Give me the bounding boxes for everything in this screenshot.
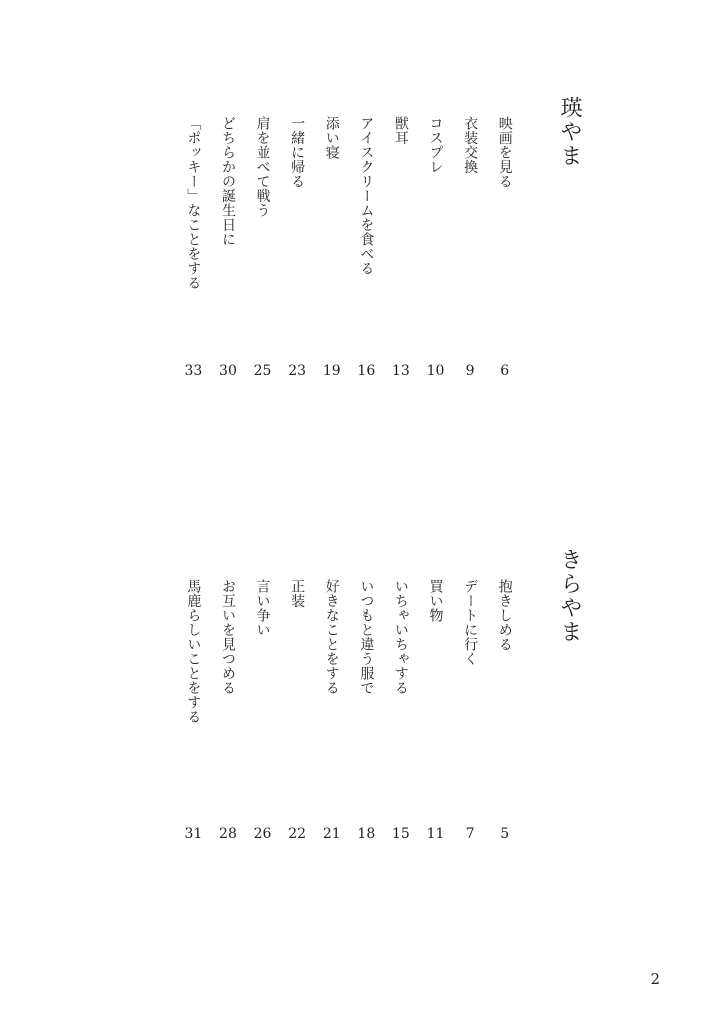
entry-title: 「ポッキー」なことをする (185, 116, 202, 290)
entry-title: デートに行く (462, 579, 479, 666)
entry-title: 獣耳 (392, 116, 409, 145)
entry-page-number: 31 (184, 826, 203, 842)
entry-title: 肩を並べて戦う (254, 116, 271, 218)
toc-section-kirayama (0, 480, 722, 900)
toc-entry[interactable] (280, 579, 315, 849)
entry-page-number: 13 (392, 363, 410, 379)
toc-entry[interactable] (245, 116, 280, 386)
entry-page-number: 15 (392, 826, 410, 842)
entry-title: いちゃいちゃする (392, 579, 409, 695)
entry-page-number: 33 (184, 363, 203, 379)
entry-page-number: 9 (465, 363, 475, 379)
entry-page-number: 7 (465, 826, 475, 842)
toc-entry[interactable] (176, 579, 211, 849)
entry-title: コスプレ (427, 116, 444, 174)
entry-page-number: 16 (357, 363, 376, 379)
entry-title: 一緒に帰る (289, 116, 306, 189)
section-title: きらやま (557, 548, 582, 644)
entry-title: 馬鹿らしいことをする (185, 579, 202, 724)
entry-page-number: 30 (219, 363, 237, 379)
toc-entry[interactable] (176, 116, 211, 386)
page-number: 2 (650, 970, 660, 988)
entry-list (176, 579, 522, 849)
entry-page-number: 25 (253, 363, 272, 379)
entry-page-number: 28 (219, 826, 237, 842)
toc-entry[interactable] (211, 579, 246, 849)
toc-entry[interactable] (487, 579, 522, 849)
entry-title: 抱きしめる (496, 579, 513, 652)
entry-title: 正装 (289, 579, 306, 608)
entry-page-number: 18 (357, 826, 376, 842)
entry-list (176, 116, 522, 386)
toc-entry[interactable] (349, 116, 384, 386)
section-title: 瑛やま (557, 96, 582, 168)
entry-title: アイスクリームを食べる (358, 116, 375, 276)
entry-title: 言い争い (254, 579, 271, 637)
entry-title: どちらかの誕生日に (219, 116, 236, 247)
toc-entry[interactable] (453, 116, 488, 386)
toc-entry[interactable] (487, 116, 522, 386)
entry-page-number: 21 (322, 826, 341, 842)
toc-entry[interactable] (384, 579, 419, 849)
entry-title: お互いを見つめる (219, 579, 236, 695)
toc-entry[interactable] (418, 579, 453, 849)
toc-entry[interactable] (314, 116, 349, 386)
toc-entry[interactable] (245, 579, 280, 849)
entry-title: 映画を見る (496, 116, 513, 189)
toc-entry[interactable] (349, 579, 384, 849)
entry-page-number: 19 (322, 363, 341, 379)
toc-entry[interactable] (211, 116, 246, 386)
entry-page-number: 22 (288, 826, 307, 842)
entry-title: 好きなことをする (323, 579, 340, 695)
entry-page-number: 23 (288, 363, 307, 379)
entry-title: 買い物 (427, 579, 444, 623)
toc-entry[interactable] (453, 579, 488, 849)
entry-page-number: 11 (426, 826, 445, 842)
entry-title: 添い寝 (323, 116, 340, 160)
entry-page-number: 6 (500, 363, 510, 379)
toc-entry[interactable] (314, 579, 349, 849)
entry-title: 衣装交換 (462, 116, 479, 174)
toc-entry[interactable] (418, 116, 453, 386)
toc-entry[interactable] (280, 116, 315, 386)
toc-section-eiyama (0, 0, 722, 420)
entry-page-number: 26 (253, 826, 272, 842)
entry-title: いつもと違う服で (358, 579, 375, 695)
toc-entry[interactable] (384, 116, 419, 386)
entry-page-number: 5 (500, 826, 510, 842)
entry-page-number: 10 (426, 363, 445, 379)
